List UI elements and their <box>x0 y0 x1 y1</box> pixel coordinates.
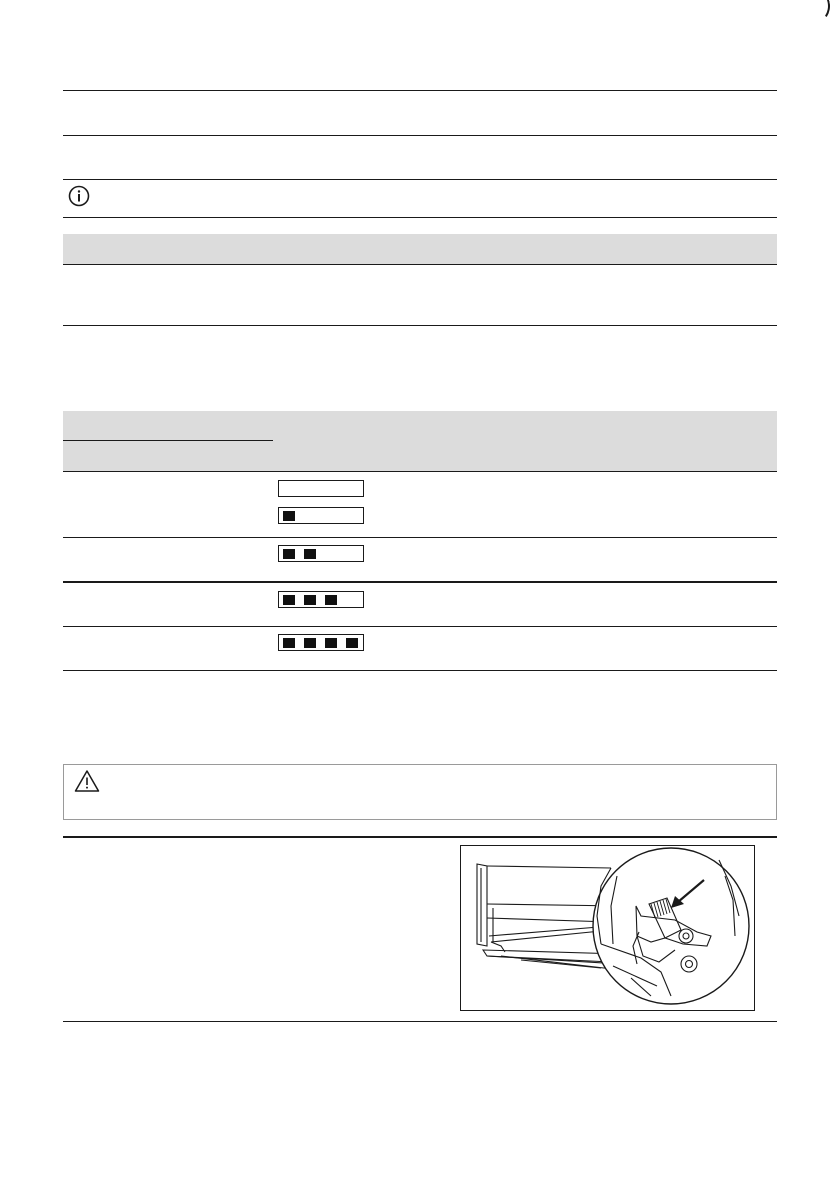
table-row-divider <box>63 264 777 265</box>
level-segment <box>325 638 337 648</box>
level-segment <box>283 638 295 648</box>
warning-box <box>63 764 777 820</box>
level-meter <box>278 480 364 497</box>
info-icon <box>68 185 90 207</box>
warning-icon <box>74 769 100 793</box>
step-divider <box>63 836 777 838</box>
table-row-divider <box>63 471 777 472</box>
table-1-header <box>63 234 777 264</box>
level-segment <box>304 595 316 605</box>
table-row-divider <box>63 325 777 326</box>
level-segment <box>283 595 295 605</box>
level-segment <box>325 595 337 605</box>
divider <box>63 217 777 218</box>
level-segment <box>304 549 316 559</box>
level-meter <box>278 545 364 562</box>
step-divider <box>63 1021 777 1022</box>
level-segment <box>283 549 295 559</box>
divider <box>63 179 777 180</box>
table-row-divider <box>63 626 777 627</box>
level-meter <box>278 507 364 524</box>
oven-door-hinge-illustration <box>460 845 755 1011</box>
divider <box>63 135 777 136</box>
table-2-header <box>63 411 777 471</box>
level-segment <box>346 638 358 648</box>
divider <box>63 90 777 91</box>
table-header-subdivider <box>63 440 273 441</box>
level-segment <box>283 511 295 521</box>
hinge-drawing <box>461 846 754 1010</box>
table-row-divider <box>63 670 777 671</box>
table-row-divider <box>63 581 777 583</box>
level-segment <box>304 638 316 648</box>
level-meter <box>278 591 364 608</box>
level-meter <box>278 634 364 651</box>
page-corner-mark <box>786 0 833 30</box>
table-row-divider <box>63 537 777 538</box>
